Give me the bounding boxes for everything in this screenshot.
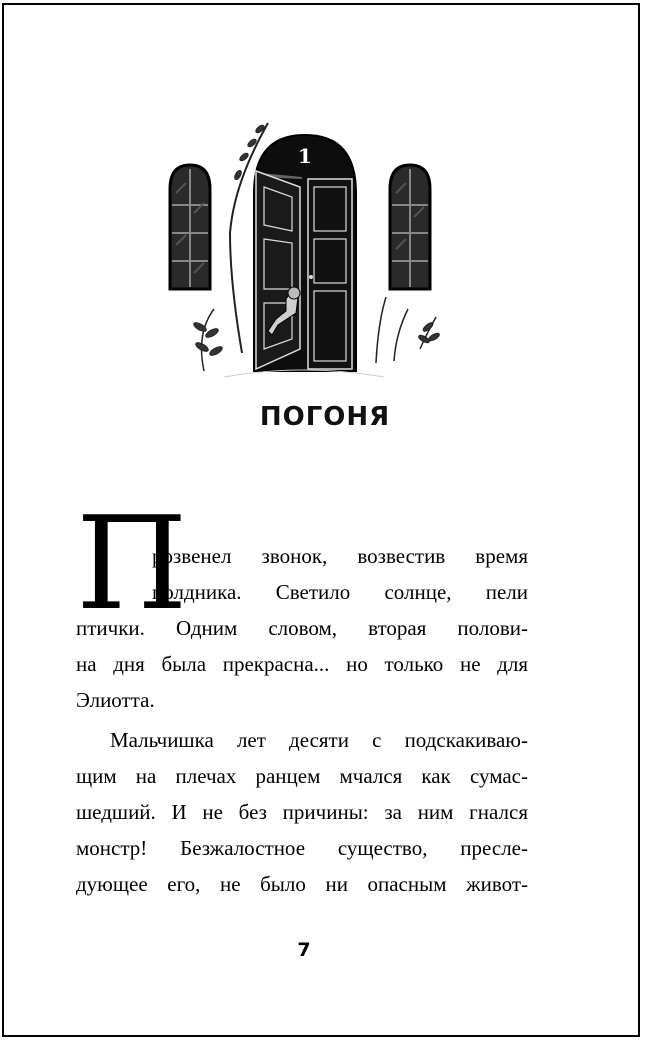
text-line: на дня была прекрасна... но только не для xyxy=(76,652,528,676)
drop-cap: П xyxy=(76,490,188,639)
text-line: птички. Одним словом, вторая полови- xyxy=(76,616,528,640)
door-number: 1 xyxy=(298,144,312,168)
text-line: монстр! Безжалостное существо, пресле- xyxy=(76,836,528,860)
door xyxy=(254,135,356,371)
text-line: Элиотта. xyxy=(76,688,155,712)
page-number: 7 xyxy=(297,939,311,961)
chapter-illustration xyxy=(164,113,446,389)
chapter-title: ПОГОНЯ xyxy=(259,402,391,432)
left-window xyxy=(170,165,210,289)
text-line: щим на плечах ранцем мчался как сумас- xyxy=(76,764,528,788)
text-line: розвенел звонок, возвестив время xyxy=(152,544,528,568)
right-window xyxy=(390,165,430,289)
page xyxy=(2,3,640,1037)
text-line: полдника. Светило солнце, пели xyxy=(152,580,528,604)
text-line: Мальчишка лет десяти с подскакиваю- xyxy=(110,728,528,752)
text-line: дующее его, не было ни опасным живот- xyxy=(76,872,528,896)
text-line: шедший. И не без причины: за ним гнался xyxy=(76,800,528,824)
